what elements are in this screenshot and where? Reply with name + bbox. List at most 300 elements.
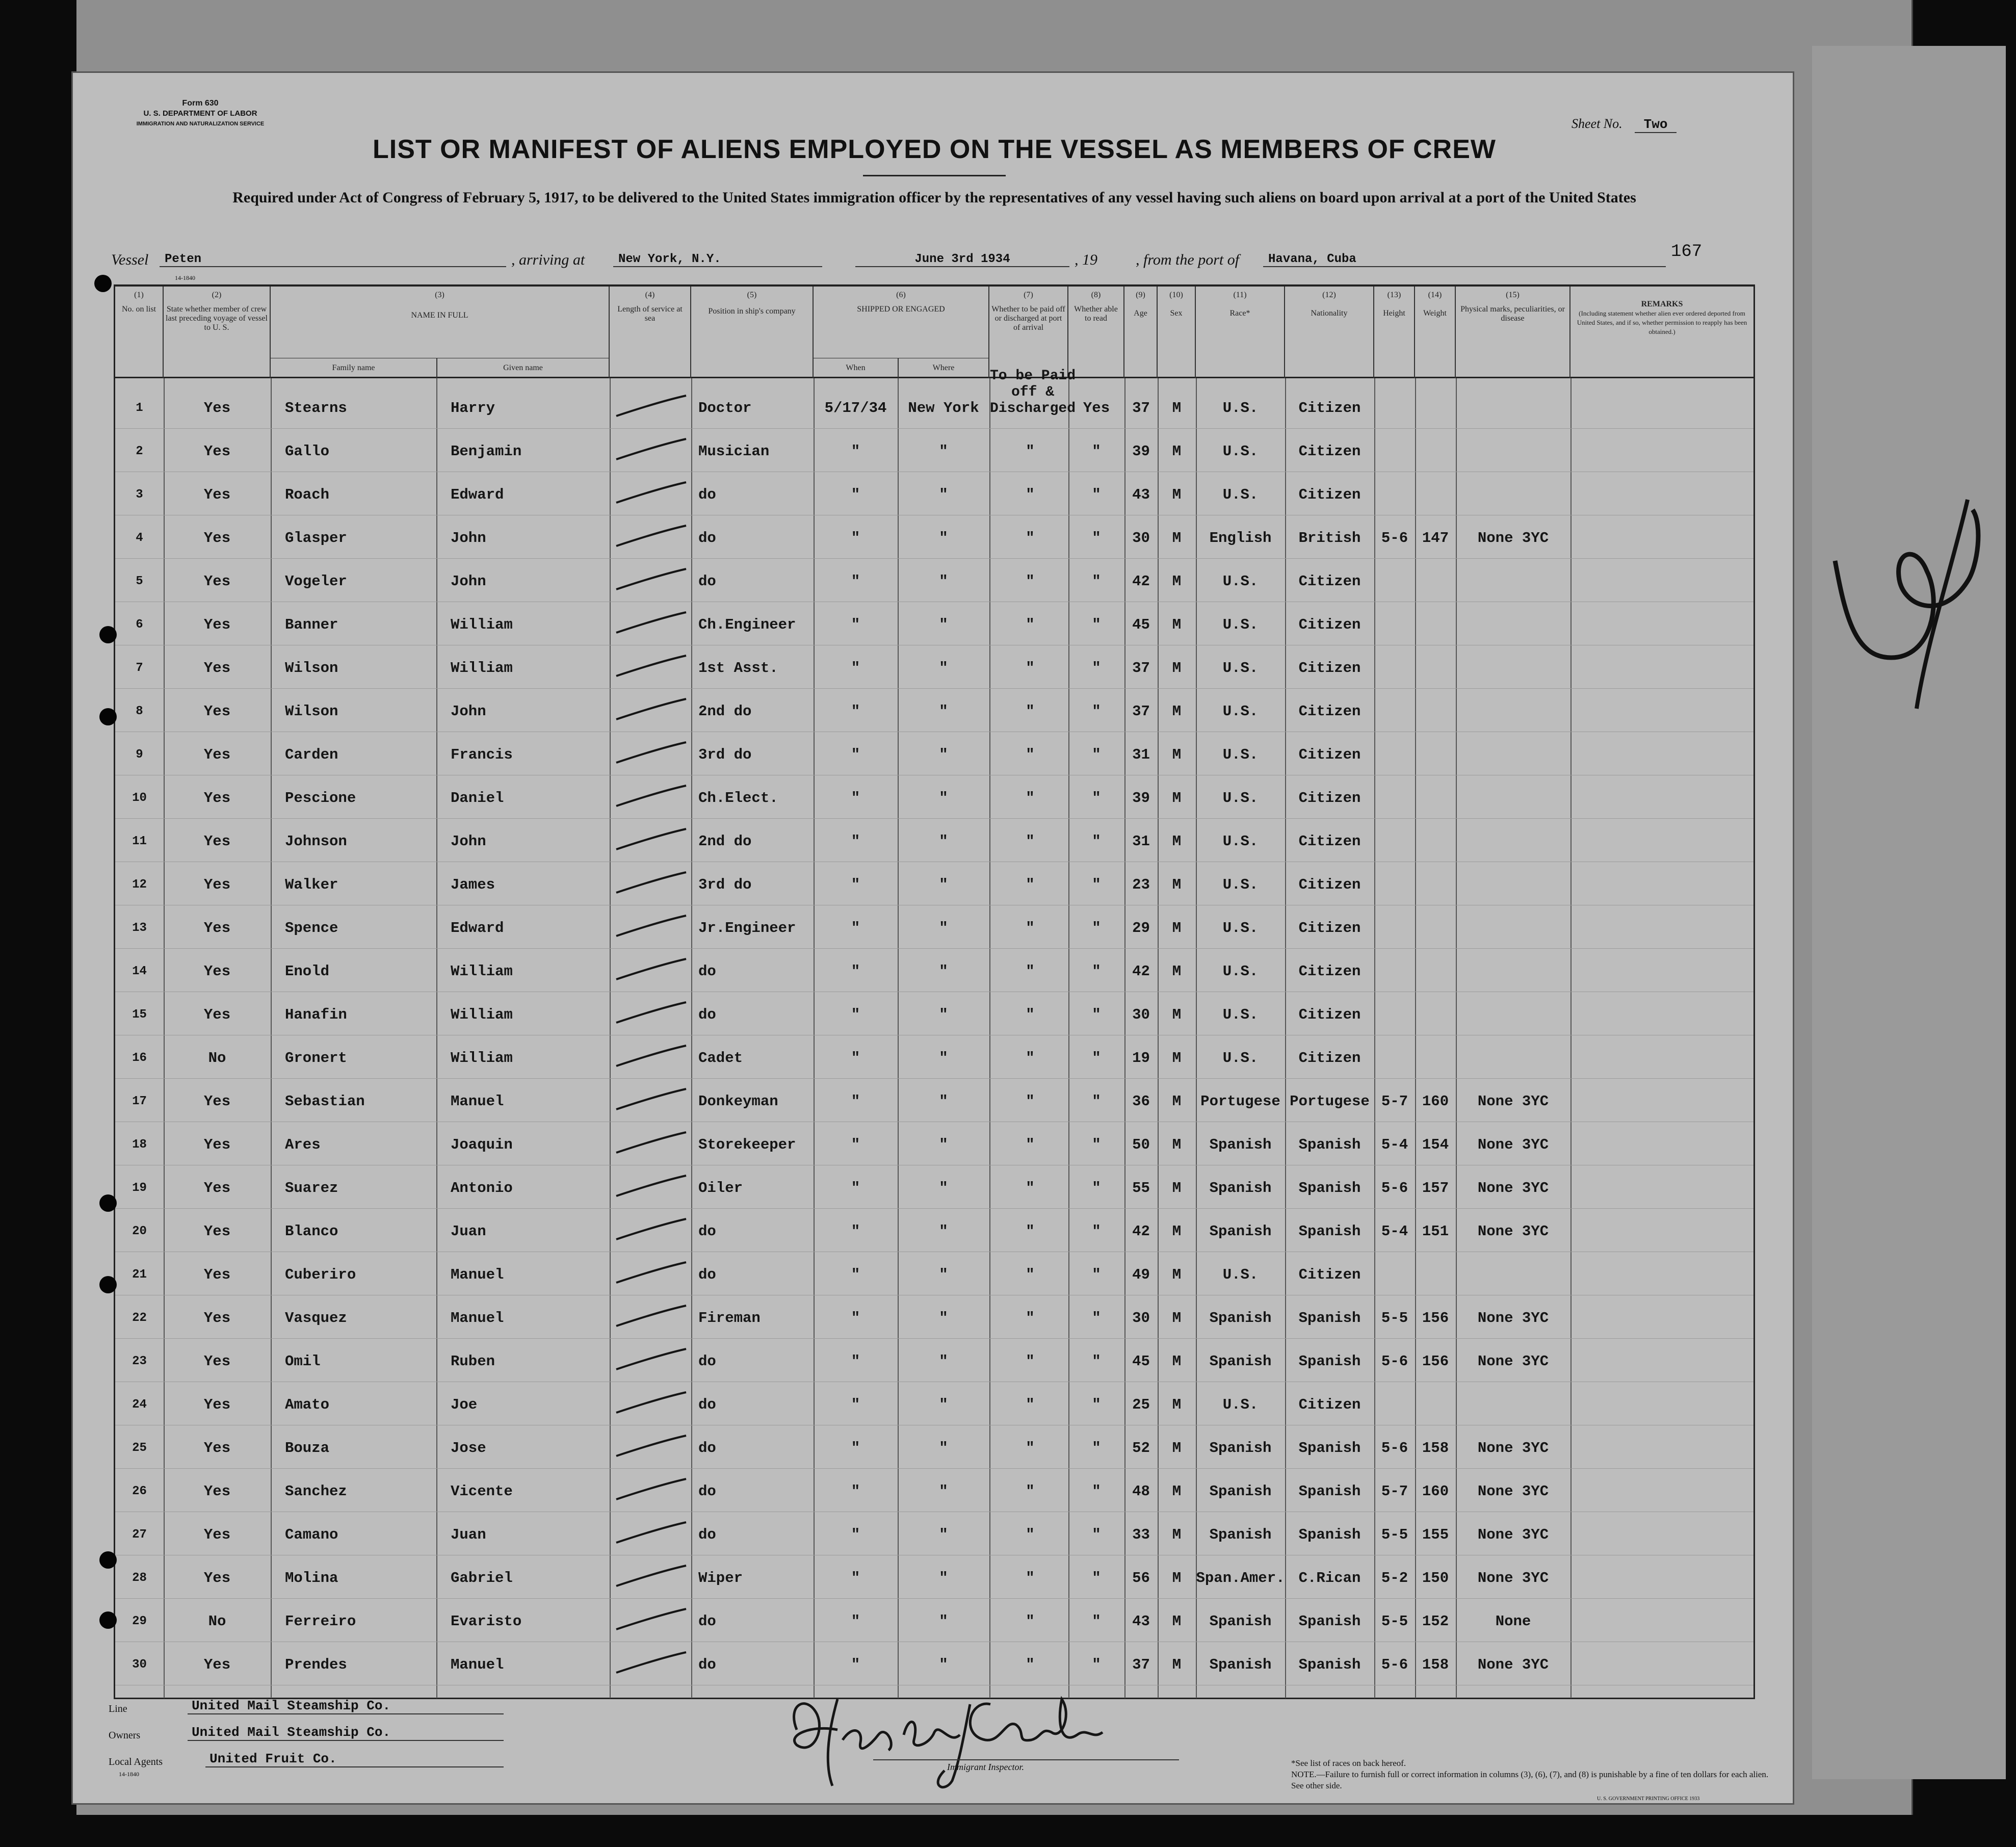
family-name-cell: Vasquez [285,1310,347,1326]
previous-voyage-cell: Yes [203,1483,231,1500]
sex-cell: M [1172,876,1182,893]
height-cell: 5-6 [1381,530,1408,547]
list-number-cell: 28 [132,1571,147,1585]
able-to-read-cell: " [1092,616,1101,633]
nationality-cell: Citizen [1298,833,1361,850]
list-number-cell: 12 [132,878,147,892]
race-cell: U.S. [1222,920,1259,936]
previous-voyage-cell: Yes [203,1396,231,1413]
paid-off-cell: " [1026,1136,1035,1153]
race-cell: U.S. [1222,616,1259,633]
header-when: When [814,358,898,378]
family-name-cell: Ares [285,1136,321,1153]
age-cell: 23 [1132,876,1150,893]
weight-cell [1415,648,1456,688]
form-header-block [109,98,292,129]
shipped-where-cell: " [939,1136,948,1153]
shipped-when-cell: " [851,1310,860,1326]
table-row [115,1428,1753,1468]
weight-cell [1415,475,1456,515]
weight-cell: 157 [1422,1180,1449,1196]
previous-voyage-cell: Yes [203,1353,231,1370]
age-cell: 55 [1132,1180,1150,1196]
sex-cell: M [1172,616,1182,633]
shipped-where-cell: " [939,1266,948,1283]
header-age: (9) Age [1124,287,1158,378]
given-name-cell: Jose [451,1440,486,1456]
from-port-label: , from the port of [1136,251,1240,268]
able-to-read-cell: " [1092,1570,1101,1586]
shipped-when-cell: " [851,1180,860,1196]
previous-voyage-cell: Yes [203,790,231,807]
service-check-mark [612,1347,689,1372]
document-subtitle: Required under Act of Congress of February 5, 1917, to be delivered to the United States immigration officer by the representatives of any vessel having such aliens on board upon arrival at a port of the United States [232,189,1636,206]
given-name-cell: Manuel [451,1266,504,1283]
height-cell [1374,432,1415,472]
age-cell: 37 [1132,703,1150,720]
list-number-cell: 20 [132,1225,147,1238]
given-name-cell: William [451,963,513,980]
previous-voyage-cell: Yes [203,1006,231,1023]
race-cell: Spanish [1209,1613,1272,1630]
given-name-cell: Harry [451,400,495,417]
list-number-cell: 1 [136,401,143,415]
shipped-where-cell: " [939,1656,948,1673]
race-cell: U.S. [1222,486,1259,503]
able-to-read-cell: " [1092,660,1101,677]
crew-table [114,284,1755,1699]
race-cell: Spanish [1209,1223,1272,1240]
nationality-cell: Spanish [1298,1310,1361,1326]
table-row [115,1168,1753,1208]
sex-cell: M [1172,1006,1182,1023]
race-cell: U.S. [1222,400,1259,417]
able-to-read-cell: " [1092,963,1101,980]
shipped-when-cell: " [851,1483,860,1500]
owners-label: Owners [109,1730,141,1741]
service-check-mark [612,524,689,549]
service-check-mark [612,870,689,896]
paid-off-cell: " [1026,1353,1035,1370]
nationality-cell: Citizen [1298,790,1361,807]
family-name-cell: Gallo [285,443,330,460]
table-row [115,1082,1753,1122]
signature-line [873,1759,1179,1760]
table-row [115,605,1753,645]
shipped-when-cell: " [851,703,860,720]
paid-off-cell: " [1026,746,1035,763]
race-cell: Span.Amer. [1196,1570,1285,1586]
paid-off-cell: " [1026,876,1035,893]
paid-off-cell: To be Paid off & Discharged [989,368,1076,417]
weight-cell [1415,562,1456,602]
able-to-read-cell: " [1092,1483,1101,1500]
list-number-cell: 14 [132,965,147,978]
shipped-when-cell: " [851,1353,860,1370]
nationality-cell: Citizen [1298,1006,1361,1023]
sex-cell: M [1172,573,1182,590]
family-name-cell: Glasper [285,530,347,547]
paid-off-cell: " [1026,963,1035,980]
height-cell [1374,778,1415,818]
list-number-cell: 24 [132,1398,147,1412]
vessel-label: Vessel [111,251,149,268]
able-to-read-cell: " [1092,486,1101,503]
physical-marks-cell [1456,475,1570,515]
family-name-cell: Roach [285,486,330,503]
header-list-number: (1) No. on list [115,287,164,378]
shipped-when-cell: " [851,1570,860,1586]
line-value: United Mail Steamship Co. [188,1698,504,1714]
shipped-when-cell: " [851,616,860,633]
race-cell: U.S. [1222,963,1259,980]
service-check-mark [612,394,689,419]
header-length-of-service: (4) Length of service at sea [610,287,691,378]
race-cell: Spanish [1209,1526,1272,1543]
able-to-read-cell: Yes [1083,400,1110,417]
height-cell [1374,1038,1415,1078]
given-name-cell: Ruben [451,1353,495,1370]
able-to-read-cell: " [1092,1223,1101,1240]
weight-cell: 156 [1422,1310,1449,1326]
position-cell: do [698,1656,716,1673]
age-cell: 56 [1132,1570,1150,1586]
previous-voyage-cell: Yes [203,1570,231,1586]
given-name-cell: Edward [451,920,504,936]
shipped-when-cell: " [851,1006,860,1023]
height-cell: 5-5 [1381,1526,1408,1543]
service-check-mark [612,654,689,679]
age-cell: 19 [1132,1050,1150,1066]
service-check-mark [612,1044,689,1069]
paid-off-cell: " [1026,443,1035,460]
family-name-cell: Amato [285,1396,330,1413]
paid-off-cell: " [1026,1570,1035,1586]
weight-cell [1415,692,1456,732]
family-name-cell: Gronert [285,1050,347,1066]
position-cell: Donkeyman [698,1093,778,1110]
service-name: IMMIGRATION AND NATURALIZATION SERVICE [136,121,265,127]
nationality-cell: Citizen [1298,703,1361,720]
age-cell: 52 [1132,1440,1150,1456]
service-check-mark [612,1174,689,1199]
list-number-cell: 26 [132,1485,147,1498]
nationality-cell: Portugese [1290,1093,1370,1110]
table-row [115,865,1753,905]
sex-cell: M [1172,833,1182,850]
table-row [115,1385,1753,1425]
family-name-cell: Prendes [285,1656,347,1673]
shipped-where-cell: " [939,1223,948,1240]
table-body [115,368,1753,1698]
family-name-cell: Enold [285,963,330,980]
position-cell: 3rd do [698,876,752,893]
weight-cell [1415,1385,1456,1425]
header-position: (5) Position in ship's company [691,287,814,378]
weight-cell: 151 [1422,1223,1449,1240]
list-number-cell: 21 [132,1268,147,1282]
age-cell: 25 [1132,1396,1150,1413]
paid-off-cell: " [1026,1223,1035,1240]
arriving-port: New York, N.Y. [613,252,822,267]
able-to-read-cell: " [1092,876,1101,893]
inspector-signature [776,1684,1133,1801]
nationality-cell: British [1298,530,1361,547]
weight-cell [1415,995,1456,1035]
header-name-in-full: (3) NAME IN FULL Family name Given name [271,287,610,378]
shipped-when-cell: " [851,876,860,893]
paid-off-cell: " [1026,660,1035,677]
shipped-where-cell: " [939,920,948,936]
header-race: (11) Race* [1196,287,1285,378]
row-rule [115,948,1753,949]
shipped-where-cell: " [939,530,948,547]
nationality-cell: Spanish [1298,1440,1361,1456]
weight-cell: 152 [1422,1613,1449,1630]
sex-cell: M [1172,1136,1182,1153]
previous-voyage-cell: Yes [203,1656,231,1673]
race-cell: Spanish [1209,1483,1272,1500]
weight-cell: 154 [1422,1136,1449,1153]
weight-cell: 158 [1422,1656,1449,1673]
height-cell: 5-6 [1381,1353,1408,1370]
shipped-when-cell: " [851,1613,860,1630]
paid-off-cell: " [1026,616,1035,633]
height-cell: 5-6 [1381,1440,1408,1456]
given-name-cell: Joaquin [451,1136,513,1153]
shipped-where-cell: " [939,746,948,763]
punch-hole [99,1276,117,1293]
table-row [115,908,1753,948]
physical-marks-cell: None 3YC [1477,1310,1549,1326]
shipped-where-cell: " [939,1396,948,1413]
shipped-where-cell: " [939,1310,948,1326]
nationality-cell: Citizen [1298,1050,1361,1066]
able-to-read-cell: " [1092,530,1101,547]
position-cell: Oiler [698,1180,743,1196]
paid-off-cell: " [1026,1440,1035,1456]
voyage-line [111,242,1763,277]
service-check-mark [612,610,689,636]
able-to-read-cell: " [1092,1310,1101,1326]
paid-off-cell: " [1026,1266,1035,1283]
table-row [115,368,1753,428]
shipped-when-cell: " [851,963,860,980]
sex-cell: M [1172,1266,1182,1283]
able-to-read-cell: " [1092,573,1101,590]
sex-cell: M [1172,660,1182,677]
physical-marks-cell [1456,648,1570,688]
shipped-where-cell: " [939,1526,948,1543]
previous-voyage-cell: Yes [203,876,231,893]
header-family-name: Family name [271,358,436,378]
physical-marks-cell [1456,432,1570,472]
height-cell: 5-6 [1381,1656,1408,1673]
shipped-when-cell: " [851,486,860,503]
paid-off-cell: " [1026,790,1035,807]
physical-marks-cell: None [1495,1613,1531,1630]
sex-cell: M [1172,443,1182,460]
previous-voyage-cell: Yes [203,660,231,677]
shipped-where-cell: New York [908,400,979,417]
header-shipped-engaged: (6) SHIPPED OR ENGAGED When Where [814,287,989,378]
row-rule [115,558,1753,559]
row-rule [115,428,1753,429]
list-number-cell: 7 [136,661,143,675]
height-cell: 5-2 [1381,1570,1408,1586]
table-row [115,1038,1753,1078]
table-row [115,1255,1753,1295]
sex-cell: M [1172,1093,1182,1110]
age-cell: 39 [1132,443,1150,460]
header-given-name: Given name [437,358,609,378]
position-cell: do [698,1440,716,1456]
position-cell: Ch.Engineer [698,616,796,633]
punch-hole [99,1551,117,1569]
footer-notes [1291,1758,1781,1805]
nationality-cell: Citizen [1298,963,1361,980]
punch-hole [94,275,112,292]
shipped-where-cell: " [939,703,948,720]
family-name-cell: Wilson [285,703,338,720]
paid-off-cell: " [1026,1483,1035,1500]
nationality-cell: Citizen [1298,443,1361,460]
position-cell: Jr.Engineer [698,920,796,936]
given-name-cell: Antonio [451,1180,513,1196]
page-number: 167 [1671,242,1703,262]
age-cell: 42 [1132,1223,1150,1240]
race-cell: Spanish [1209,1180,1272,1196]
position-cell: 2nd do [698,833,752,850]
sex-cell: M [1172,703,1182,720]
age-cell: 37 [1132,400,1150,417]
table-row [115,692,1753,732]
given-name-cell: Vicente [451,1483,513,1500]
nationality-cell: Spanish [1298,1180,1361,1196]
previous-voyage-cell: Yes [203,1526,231,1543]
nationality-cell: Citizen [1298,573,1361,590]
previous-voyage-cell: Yes [203,833,231,850]
physical-marks-cell: None 3YC [1477,1570,1549,1586]
previous-voyage-cell: Yes [203,573,231,590]
list-number-cell: 4 [136,531,143,545]
row-rule [115,688,1753,689]
physical-marks-cell: None 3YC [1477,1180,1549,1196]
previous-voyage-cell: Yes [203,963,231,980]
nationality-cell: Citizen [1298,1396,1361,1413]
height-cell [1374,692,1415,732]
table-row [115,648,1753,688]
previous-voyage-cell: Yes [203,1440,231,1456]
race-cell: U.S. [1222,703,1259,720]
line-label: Line [109,1703,127,1714]
age-cell: 49 [1132,1266,1150,1283]
physical-marks-cell: None 3YC [1477,1483,1549,1500]
position-cell: do [698,1006,716,1023]
given-name-cell: Manuel [451,1310,504,1326]
height-cell [1374,475,1415,515]
service-check-mark [612,1130,689,1156]
shipped-where-cell: " [939,1180,948,1196]
header-physical-marks: (15) Physical marks, peculiarities, or disease [1456,287,1570,378]
previous-voyage-cell: Yes [203,1093,231,1110]
given-name-cell: Juan [451,1526,486,1543]
paid-off-cell: " [1026,1310,1035,1326]
paid-off-cell: " [1026,920,1035,936]
paid-off-cell: " [1026,1050,1035,1066]
nationality-cell: Citizen [1298,616,1361,633]
weight-cell [1415,822,1456,862]
year-label: , 19 [1075,251,1097,268]
nationality-cell: Spanish [1298,1136,1361,1153]
sex-cell: M [1172,790,1182,807]
arrival-date: June 3rd 1934 [855,252,1069,267]
form-number: Form 630 [182,99,219,108]
paid-off-cell: " [1026,1396,1035,1413]
paid-off-cell: " [1026,486,1035,503]
able-to-read-cell: " [1092,1050,1101,1066]
header-nationality: (12) Nationality [1285,287,1374,378]
list-number-cell: 19 [132,1181,147,1195]
table-row [115,1298,1753,1338]
shipped-when-cell: " [851,1526,860,1543]
position-cell: Cadet [698,1050,743,1066]
age-cell: 43 [1132,486,1150,503]
shipped-when-cell: " [851,1440,860,1456]
sex-cell: M [1172,1050,1182,1066]
physical-marks-cell: None 3YC [1477,1440,1549,1456]
nationality-cell: Spanish [1298,1613,1361,1630]
list-number-cell: 5 [136,575,143,588]
race-cell: Spanish [1209,1656,1272,1673]
race-cell: U.S. [1222,1396,1259,1413]
weight-cell [1415,1038,1456,1078]
family-name-cell: Stearns [285,400,347,417]
able-to-read-cell: " [1092,703,1101,720]
weight-cell: 156 [1422,1353,1449,1370]
shipped-when-cell: " [851,1223,860,1240]
position-cell: 2nd do [698,703,752,720]
weight-cell [1415,778,1456,818]
document-title: LIST OR MANIFEST OF ALIENS EMPLOYED ON THE VESSEL AS MEMBERS OF CREW [373,135,1496,164]
shipped-where-cell: " [939,833,948,850]
position-cell: do [698,963,716,980]
shipped-where-cell: " [939,1353,948,1370]
shipped-when-cell: " [851,443,860,460]
sex-cell: M [1172,920,1182,936]
family-name-cell: Sebastian [285,1093,365,1110]
able-to-read-cell: " [1092,1266,1101,1283]
adjacent-page-edge [1812,46,2006,1779]
race-cell: Spanish [1209,1353,1272,1370]
table-row [115,1212,1753,1252]
shipped-when-cell: " [851,1050,860,1066]
given-name-cell: Edward [451,486,504,503]
sex-cell: M [1172,1656,1182,1673]
shipped-where-cell: " [939,963,948,980]
shipped-when-cell: " [851,1266,860,1283]
table-row [115,475,1753,515]
service-check-mark [612,480,689,506]
list-number-cell: 16 [132,1051,147,1065]
list-number-cell: 6 [136,618,143,632]
height-cell: 5-4 [1381,1136,1408,1153]
service-check-mark [612,1217,689,1242]
list-number-cell: 2 [136,445,143,458]
paid-off-cell: " [1026,530,1035,547]
table-row [115,1602,1753,1642]
family-name-cell: Vogeler [285,573,347,590]
